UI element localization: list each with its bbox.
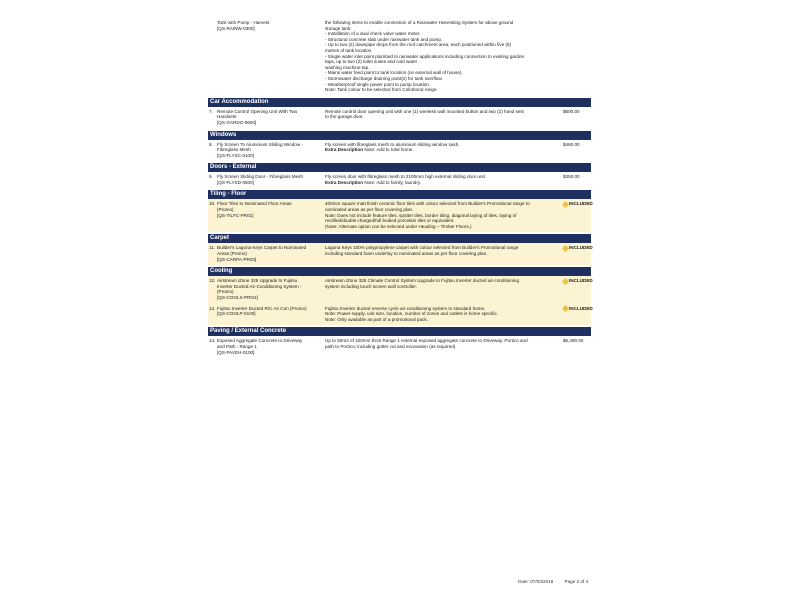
item-price: $480.00 xyxy=(563,141,580,147)
section-heading: Windows xyxy=(208,131,591,140)
description-line: the following items to enable connection of a Rainwater Harvesting System for above ground xyxy=(325,20,514,25)
description-line: rectified/double charged/full bodied porcelain tiles or equivalent. xyxy=(325,218,455,224)
item-name-line: Exposed Aggregate Concrete to Driveway xyxy=(217,338,303,344)
extra-description-label: Extra Description xyxy=(325,179,364,185)
item-name xyxy=(217,109,325,126)
item-name xyxy=(217,20,325,31)
description-line: Note: Does not include feature tiles, spotter tiles, border tiling, diagonal laying of tiles, laying of xyxy=(325,212,517,218)
included-label: INCLUDED xyxy=(569,201,593,207)
included-badge xyxy=(563,201,593,207)
item-name-line: Fly Screen Sliding Door - Fibreglass Mesh xyxy=(217,174,304,180)
section-heading: Car Accommodation xyxy=(208,98,591,107)
included-badge xyxy=(563,306,593,312)
item-name xyxy=(217,142,325,159)
star-icon xyxy=(562,305,569,312)
item-code: [QS-FLYSC-0100] xyxy=(217,152,254,158)
line-item xyxy=(208,243,591,265)
description-line: taps, up to two (2) toilet suites and cold water xyxy=(325,59,418,65)
line-item xyxy=(208,336,591,358)
sections xyxy=(208,98,591,358)
item-number: 8. xyxy=(209,141,213,147)
item-name-line: (Promo) xyxy=(217,207,234,213)
item-code: [QS-TILFC-PR01] xyxy=(217,212,254,218)
description-line: Fly screen with fibreglass mesh to aluminium sliding window sash. xyxy=(325,141,460,147)
item-name-line: Airstream iZone 325 Upgrade to Fujitsu xyxy=(217,278,298,284)
included-label: INCLUDED xyxy=(569,245,593,251)
description-line: Note: Only available as part of a promotional pack. xyxy=(325,316,428,322)
item-number: 10. xyxy=(209,201,216,207)
item-name-line: Tank with Pump - Harvest xyxy=(217,20,270,25)
item-code: [QS-COOLP-0100] xyxy=(217,311,256,317)
description-line: path to Portico; including gutter cut and excavation (as required). xyxy=(325,343,457,349)
section-heading: Doors - External xyxy=(208,163,591,172)
item-code: [QS-PAVEH-0100] xyxy=(217,349,255,355)
item-description xyxy=(325,174,557,185)
item-price xyxy=(557,278,593,285)
description-line: (Note: Alternate option can be selected under Heading – Timber Floors.) xyxy=(325,223,472,229)
line-item xyxy=(208,140,591,162)
description-line: Remote control door opening unit with one (1) wireless wall mounted button and two (2) hand sets xyxy=(325,108,524,114)
top-item xyxy=(208,18,591,96)
item-description xyxy=(325,201,557,229)
description-line: to the garage door. xyxy=(325,114,364,120)
item-name-line: Areas (Promo) xyxy=(217,251,247,257)
section-heading: Tiling - Floor xyxy=(208,190,591,199)
item-description xyxy=(325,245,557,256)
extra-description-text: Note: Add to family, laundry. xyxy=(363,179,422,185)
page-footer xyxy=(518,579,598,584)
item-code: [QS-FLYSD-0500] xyxy=(217,179,254,185)
section-heading: Carpet xyxy=(208,234,591,243)
description-line: system including touch screen wall controller. xyxy=(325,283,417,289)
item-number: 11. xyxy=(209,245,216,251)
star-icon xyxy=(562,201,569,208)
description-line: Up to 50m2 of 100mm thick Range 1 external exposed aggregate concrete to Driveway, Portico and xyxy=(325,338,528,344)
item-description xyxy=(325,109,557,120)
description-line: - Stormwater discharge draining point(s) for tank overflow. xyxy=(325,75,443,81)
item-name xyxy=(217,245,325,262)
description-line: - Weatherproof single power point to pump location. xyxy=(325,81,431,87)
item-name-line: and Path - Range 1 xyxy=(217,343,257,349)
item-name xyxy=(217,338,325,355)
item-name-line: Floor Tiles to Nominated Floor Areas xyxy=(217,201,292,207)
item-price xyxy=(557,245,593,252)
description-line: Fujitsu Inverter ducted reverse cycle air-conditioning system to standard home. xyxy=(325,305,486,311)
description-line: metres of tank location. xyxy=(325,47,373,53)
item-name-line: Inverter Ducted Air-Conditioning System - xyxy=(217,283,302,289)
footer-date: Date: 07/03/2018 xyxy=(518,579,554,584)
included-label: INCLUDED xyxy=(569,305,593,311)
item-name-line: Fibreglass Mesh xyxy=(217,147,251,153)
description-line: washing machine tap. xyxy=(325,64,370,70)
included-badge xyxy=(563,278,593,284)
description-line: - Single water inlet point plumbed to rainwater applications including connection to existing garden xyxy=(325,53,525,59)
item-number: 14. xyxy=(209,338,216,344)
section-heading: Cooling xyxy=(208,267,591,276)
item-code: [QS-RAINW-0300] xyxy=(217,25,255,31)
line-item xyxy=(208,107,591,129)
item-price xyxy=(557,306,593,313)
item-price xyxy=(557,201,593,208)
description-line: including standard foam underlay to nominated areas as per floor covering plan. xyxy=(325,251,488,257)
item-name-line: Fly Screen To Aluminium Sliding Window - xyxy=(217,141,303,147)
item-description xyxy=(325,20,557,93)
item-price: $350.00 xyxy=(563,174,580,180)
item-number: 12. xyxy=(209,278,216,284)
item-name xyxy=(217,278,325,300)
line-item xyxy=(208,199,591,232)
item-name-line: (Promo) xyxy=(217,289,234,295)
footer-page-number: Page 2 of 4 xyxy=(564,579,589,584)
item-code: [QS-CARPA-PR03] xyxy=(217,256,257,262)
item-name xyxy=(217,306,325,317)
included-label: INCLUDED xyxy=(569,278,593,284)
item-description xyxy=(325,338,557,349)
item-price: $600.00 xyxy=(563,108,580,114)
description-line: 400mm square matt finish ceramic floor tiles with colour selected from Builder's Promotional range to xyxy=(325,201,530,207)
description-line: Note: Power supply, unit size, location, number of zones and outlets is home specific. xyxy=(325,311,499,317)
line-item xyxy=(208,304,591,326)
item-price: $6,490.00 xyxy=(563,338,584,344)
description-line: nominated areas as per floor covering plan. xyxy=(325,207,414,213)
extra-description xyxy=(325,180,557,186)
item-name-line: Handsets xyxy=(217,114,237,120)
item-name xyxy=(217,201,325,218)
description-line: Airstream iZone 325 Climate Control System Upgrade to Fujitsu Inverter ducted air-conditioning xyxy=(325,278,520,284)
description-line: - Mains water feed point to tank location (on external wall of house). xyxy=(325,70,463,76)
description-line: Laguna Keys 100% polypropylene carpet with colour selected from Builder's Promotional range xyxy=(325,245,519,251)
description-line: - Structural concrete slab under rainwater tank and pump. xyxy=(325,36,443,42)
item-number: 9. xyxy=(209,174,213,180)
item-number: 7. xyxy=(209,108,213,114)
description-line: storage tank: xyxy=(325,25,352,31)
line-item xyxy=(208,276,591,303)
extra-description-label: Extra Description xyxy=(325,147,364,153)
included-badge xyxy=(563,245,593,251)
extra-description-text: Note: Add to total home. xyxy=(363,147,414,153)
description-line: Fly screen door with fibreglass mesh to 2100mm high external sliding door unit. xyxy=(325,174,487,180)
item-name-line: Remote Control Opening Unit With Two xyxy=(217,108,298,114)
description-line: - Installation of a dual check valve water meter. xyxy=(325,31,421,37)
item-name xyxy=(217,174,325,185)
star-icon xyxy=(562,277,569,284)
item-description xyxy=(325,278,557,289)
item-description xyxy=(325,306,557,323)
section-heading: Paving / External Concrete xyxy=(208,327,591,336)
description-line: - Up to two (2) downpipe drops from the roof catchment area, each positioned within five (5) xyxy=(325,42,512,48)
quote-document xyxy=(208,18,591,358)
line-item xyxy=(208,172,591,188)
item-code: [QS-GARDO-9600] xyxy=(217,119,257,125)
item-code: [QS-COOLX-PRO2] xyxy=(217,295,258,300)
description-line: Note: Tank colour to be selected from Colorbond range. xyxy=(325,87,438,93)
item-number: 13. xyxy=(209,305,216,311)
item-description xyxy=(325,142,557,153)
item-name-line: Fujitsu Inverter Ducted R/C Air Con (Promo) xyxy=(217,305,307,311)
star-icon xyxy=(562,245,569,252)
item-name-line: Builder's Laguna Keys Carpet to Nominated xyxy=(217,245,307,251)
extra-description xyxy=(325,147,557,153)
